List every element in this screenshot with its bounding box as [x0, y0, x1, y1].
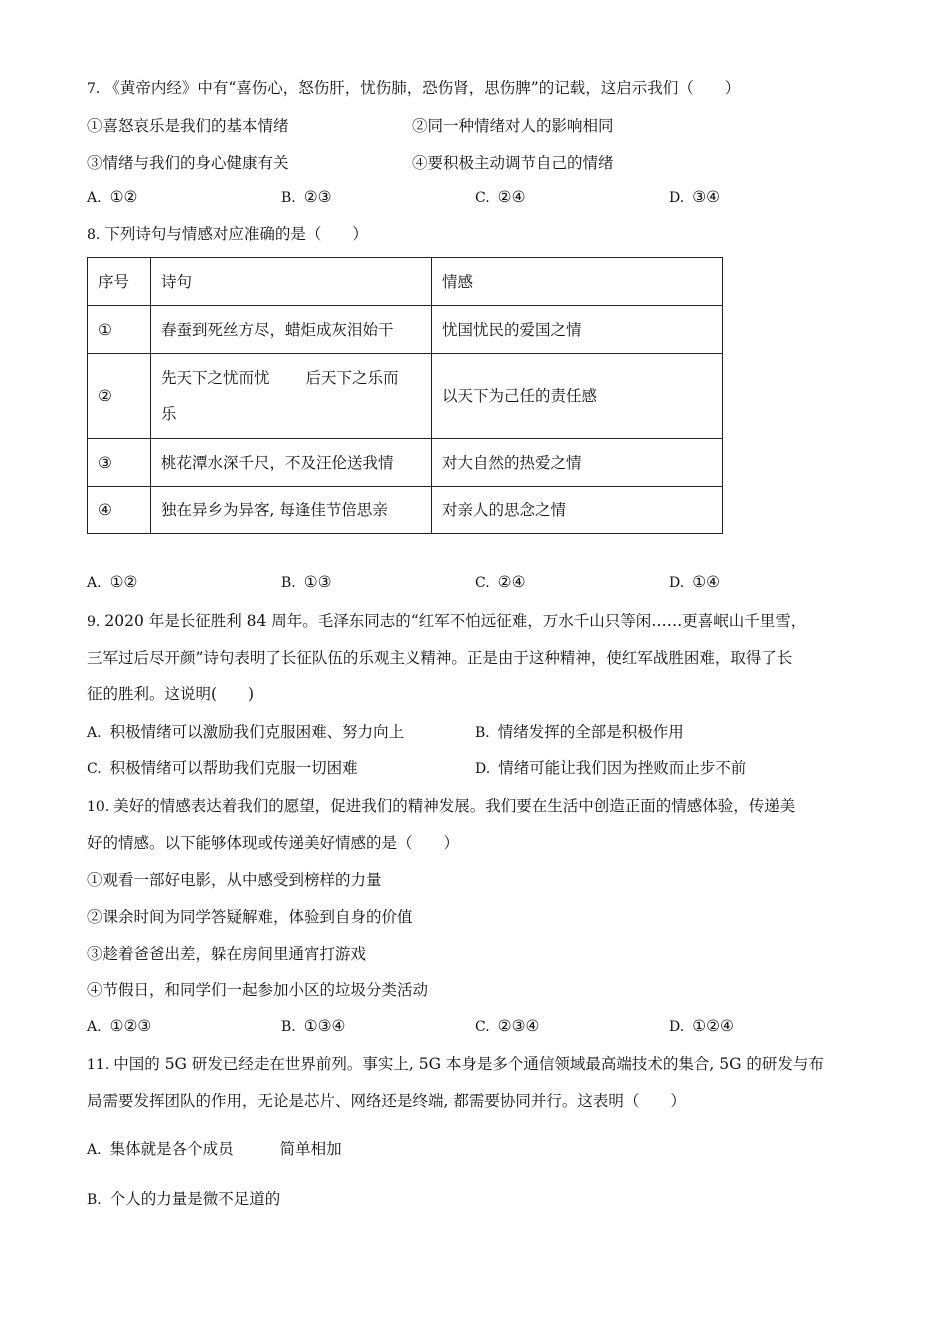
table-cell-id: ①	[88, 306, 151, 354]
q10-stem-line-2: 好的情感。以下能够体现或传递美好情感的是（ ）	[87, 834, 460, 852]
table-cell-id: ②	[88, 354, 151, 439]
q10-stem-line-1: 10. 美好的情感表达着我们的愿望，促进我们的精神发展。我们要在生活中创造正面的情感体验，传递美	[87, 797, 796, 815]
table-cell-poem: 独在异乡为异客, 每逢佳节倍思亲	[151, 487, 432, 534]
q9-stem-line-2: 三军过后尽开颜”诗句表明了长征队伍的乐观主义精神。正是由于这种精神，使红军战胜困难，取得了长	[87, 649, 793, 667]
q10-item-3: ③趁着爸爸出差，躲在房间里通宵打游戏	[87, 945, 367, 963]
poem-part-b: 后天下之乐而	[305, 369, 399, 387]
table-cell-emotion: 以天下为己任的责任感	[432, 354, 723, 439]
q8-option-b[interactable]: B. ①③	[281, 573, 332, 591]
table-row	[88, 487, 723, 534]
q8-option-a[interactable]: A. ①②	[87, 573, 138, 591]
table-row	[88, 439, 723, 487]
poem-part-a: 先天下之忧而忧	[161, 369, 270, 387]
table-header-cell: 诗句	[151, 258, 432, 306]
q11-option-a[interactable]: A. 集体就是各个成员 简单相加	[87, 1140, 342, 1158]
q10-option-a[interactable]: A. ①②③	[87, 1017, 152, 1035]
table-row	[88, 354, 723, 439]
q8-stem	[87, 224, 368, 245]
q11-option-b[interactable]: B. 个人的力量是微不足道的	[87, 1190, 281, 1208]
q9-option-d[interactable]: D. 情绪可能让我们因为挫败而止步不前	[475, 759, 747, 777]
table-cell-poem: 桃花潭水深千尺，不及汪伦送我情	[151, 439, 432, 487]
q7-item-4: ④要积极主动调节自己的情绪	[412, 154, 614, 172]
q8-table	[87, 257, 723, 534]
table-cell-poem: 春蚕到死丝方尽，蜡炬成灰泪始干	[151, 306, 432, 354]
table-cell-id: ③	[88, 439, 151, 487]
table-cell-poem	[151, 354, 432, 439]
q9-option-a[interactable]: A. 积极情绪可以激励我们克服困难、努力向上	[87, 723, 405, 741]
q8-option-d[interactable]: D. ①④	[669, 573, 720, 591]
table-header-row	[88, 258, 723, 306]
q7-item-2: ②同一种情绪对人的影响相同	[412, 117, 614, 135]
q7-option-d[interactable]: D. ③④	[669, 188, 720, 206]
q7-option-c[interactable]: C. ②④	[475, 188, 526, 206]
q10-option-c[interactable]: C. ②③④	[475, 1017, 540, 1035]
q8-number: 8.	[87, 227, 101, 243]
q7-item-3: ③情绪与我们的身心健康有关	[87, 154, 289, 172]
table-cell-emotion: 对大自然的热爱之情	[432, 439, 723, 487]
q9-stem-line-1: 9. 2020 年是长征胜利 84 周年。毛泽东同志的“红军不怕远征难，万水千山只等闲……更喜岷山千里雪，	[87, 612, 807, 630]
q7-number: 7.	[87, 81, 101, 97]
q8-stem-text: 下列诗句与情感对应准确的是（ ）	[104, 225, 368, 243]
q7-option-a[interactable]: A. ①②	[87, 188, 138, 206]
q9-stem-line-3: 征的胜利。这说明( )	[87, 685, 255, 703]
q7-item-1: ①喜怒哀乐是我们的基本情绪	[87, 117, 289, 135]
q11-stem-line-2: 局需要发挥团队的作用，无论是芯片、网络还是终端, 都需要协同并行。这表明（ ）	[87, 1092, 686, 1110]
table-row	[88, 306, 723, 354]
table-cell-emotion: 忧国忧民的爱国之情	[432, 306, 723, 354]
q10-item-2: ②课余时间为同学答疑解难，体验到自身的价值	[87, 908, 413, 926]
q9-number: 9.	[87, 614, 101, 630]
q10-option-b[interactable]: B. ①③④	[281, 1017, 346, 1035]
q10-option-d[interactable]: D. ①②④	[669, 1017, 734, 1035]
q9-option-c[interactable]: C. 积极情绪可以帮助我们克服一切困难	[87, 759, 358, 777]
q9-option-b[interactable]: B. 情绪发挥的全部是积极作用	[475, 723, 684, 741]
q10-number: 10.	[87, 799, 110, 815]
table-header-cell: 序号	[88, 258, 151, 306]
table-cell-emotion: 对亲人的思念之情	[432, 487, 723, 534]
q7-option-b[interactable]: B. ②③	[281, 188, 332, 206]
poem-part-c: 乐	[161, 405, 177, 423]
q7-stem	[87, 78, 740, 99]
q8-option-c[interactable]: C. ②④	[475, 573, 526, 591]
q10-item-1: ①观看一部好电影，从中感受到榜样的力量	[87, 871, 382, 889]
table-header-cell: 情感	[432, 258, 723, 306]
q11-stem-line-1: 11. 中国的 5G 研发已经走在世界前列。事实上, 5G 本身是多个通信领域最高端技术的集合, 5G 的研发与布	[87, 1055, 824, 1073]
q10-item-4: ④节假日，和同学们一起参加小区的垃圾分类活动	[87, 981, 429, 999]
table-cell-id: ④	[88, 487, 151, 534]
q7-stem-text: 《黄帝内经》中有“喜伤心，怒伤肝，忧伤肺，恐伤肾，思伤脾”的记载，这启示我们（ ）	[104, 79, 741, 97]
q11-number: 11.	[87, 1057, 110, 1073]
